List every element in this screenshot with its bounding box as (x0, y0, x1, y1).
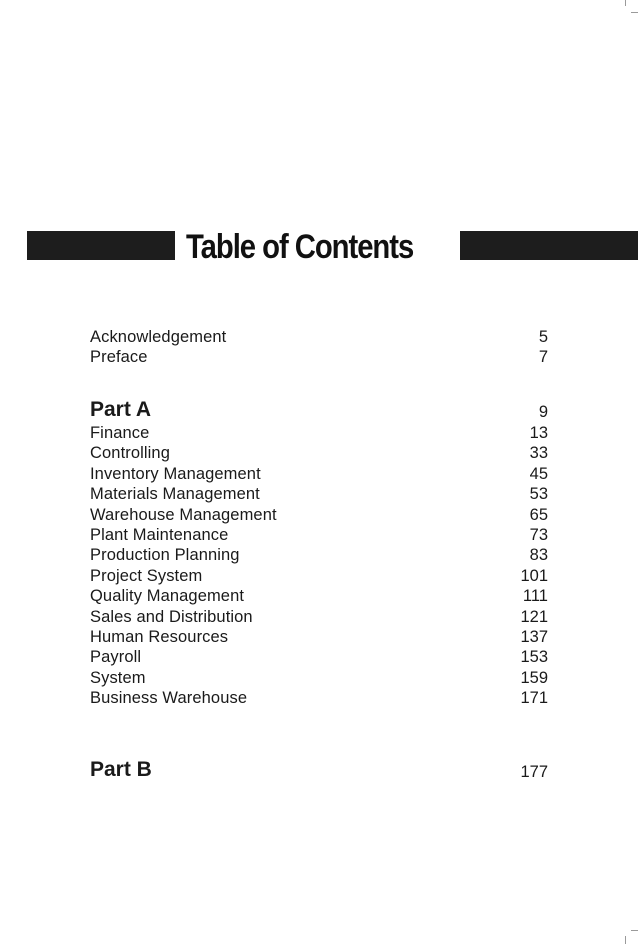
title-bar-left-decoration (27, 231, 175, 260)
section-heading-part-a[interactable] (90, 397, 548, 423)
toc-entry-page: 13 (529, 424, 548, 442)
toc-entry[interactable] (90, 505, 548, 525)
crop-mark (625, 0, 626, 6)
toc-entry-page: 101 (520, 566, 548, 585)
toc-entry-label: Controlling (90, 444, 170, 463)
section-heading-label: Part A (90, 398, 152, 421)
toc-entry-label: Business Warehouse (90, 689, 248, 708)
toc-entry-page: 7 (538, 348, 548, 367)
toc-entry-page: 5 (538, 328, 548, 346)
front-matter-list (90, 327, 548, 368)
toc-entry-label: Plant Maintenance (90, 525, 229, 544)
toc-entry-label: Materials Management (90, 485, 260, 504)
toc-entry[interactable] (90, 484, 548, 504)
section-heading-part-b[interactable] (90, 757, 548, 783)
toc-entry-page: 171 (520, 689, 548, 708)
toc-entry[interactable] (90, 545, 548, 565)
toc-entry-page: 159 (520, 668, 548, 687)
toc-entry[interactable] (90, 647, 548, 667)
section-heading-page: 9 (538, 403, 548, 421)
toc-entry-label: Production Planning (90, 546, 240, 565)
toc-entry-page: 137 (520, 627, 548, 646)
part-a-list (90, 423, 548, 708)
toc-entry-label: Quality Management (90, 587, 245, 606)
toc-entry-page: 121 (520, 607, 548, 626)
toc-entry-page: 53 (529, 485, 548, 504)
crop-mark (625, 936, 626, 944)
toc-entry[interactable] (90, 627, 548, 647)
toc-entry[interactable] (90, 443, 548, 463)
toc-entry-label: Human Resources (90, 627, 229, 646)
toc-entry[interactable] (90, 423, 548, 443)
toc-entry[interactable] (90, 464, 548, 484)
toc-entry[interactable] (90, 327, 548, 347)
toc-entry[interactable] (90, 586, 548, 606)
title-banner (0, 229, 638, 265)
toc-entry-page: 65 (529, 505, 548, 524)
toc-entry[interactable] (90, 668, 548, 688)
toc-entry[interactable] (90, 525, 548, 545)
toc-entry-label: Inventory Management (90, 464, 261, 483)
crop-mark (631, 930, 638, 931)
toc-entry[interactable] (90, 688, 548, 708)
toc-entry-label: System (90, 668, 146, 687)
toc-entry-page: 153 (520, 648, 548, 667)
toc-entry-page: 111 (522, 587, 548, 606)
section-heading-label: Part B (90, 758, 152, 781)
toc-entry-label: Payroll (90, 648, 142, 667)
toc-entry-label: Project System (90, 566, 203, 585)
toc-entry[interactable] (90, 566, 548, 586)
toc-entry[interactable] (90, 607, 548, 627)
toc-entry-label: Warehouse Management (90, 505, 277, 524)
toc-entry-page: 45 (529, 464, 548, 483)
toc-entry-page: 33 (529, 444, 548, 463)
toc-entry-page: 83 (529, 546, 548, 565)
toc-entry[interactable] (90, 347, 548, 367)
title-bar-right-decoration (460, 231, 638, 260)
toc-entry-page: 73 (529, 525, 548, 544)
toc-entry-label: Finance (90, 424, 150, 442)
toc-entry-label: Preface (90, 348, 148, 367)
toc-entry-label: Sales and Distribution (90, 607, 253, 626)
section-heading-page: 177 (520, 763, 548, 781)
page-title: Table of Contents (186, 228, 414, 266)
toc-entry-label: Acknowledgement (90, 328, 227, 346)
crop-mark (631, 12, 638, 13)
